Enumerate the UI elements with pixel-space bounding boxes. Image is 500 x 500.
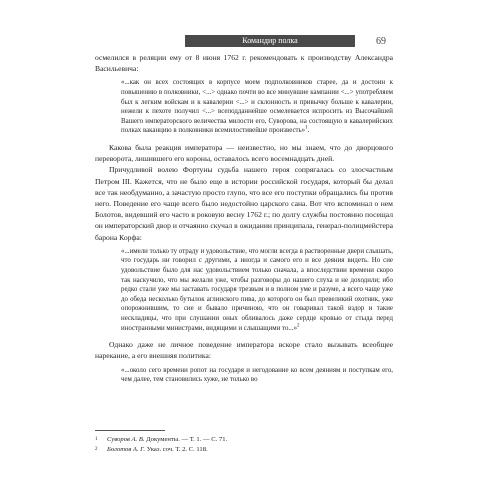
footnote <box>95 435 393 445</box>
footnote-text: Документы. — Т. 1. — С. 71. <box>144 436 228 443</box>
footnote-number: 1 <box>95 437 98 442</box>
footnote-author: Суворов А. В. <box>107 436 145 443</box>
block-quote: «...около сего времени ропот на государя и негодование ко всем деяниям и поступкам его, чем далее, тем становились хуже, не только во <box>121 366 393 384</box>
paragraph: осмелился в реляции ему от 8 июня 1762 г. рекомендовать к производству Александра Васильевича: <box>95 53 393 74</box>
quote-text: «...имели только ту отраду и удовольствие, что могли всегда в растворенные двери слышать, что государь ни говорил с другими, а иногда и самого его и все деяния видеть. Но сие удовольствие было для нас удовольствием только сначала, а впоследствии времени скоро так наскучило, что мы желали уже, чтобы разговоры до нашего слуха и не доходили; ибо редко стали уже мы заставать государя трезвым и в полном уме и разуме, а всего чаще уже до обеда несколько бутылок аглинского пива, до которого он был превеликий охотник, уже опорожнившим, то сие и бывало причиною, что он говаривал такой вздор и такие нескладицы, что при слушании оных обливалось даже сердце кровью от стыда перед иностранными министрами, видящими и слышащими то...» <box>121 247 393 332</box>
quote-text: «...как он всех состоящих в корпусе моем подполковников старее, да и достоин к повышению в полковники, <...> однако почти во все минувшие кампании <...> употребляем был к легким войскам и к кавалерии <...> и склонность и привычку больше к кавалерии, нежели к пехоте получил <...> всеподданнейше осмелевается испросить из Высочайшей Вашего императорского величества милости его, Суворова, на состоящую в кавалерийских полках ваканцию в полковники всемилостивейше произвесть» <box>121 79 393 135</box>
paragraph: Какова была реакция императора — неизвестно, но мы знаем, что до дворцового переворота, лишившего его короны, оставалось всего восемнадцать дней. <box>95 142 393 164</box>
running-header <box>185 35 355 47</box>
footnote-ref: 2 <box>297 323 300 329</box>
block-quote <box>121 247 393 333</box>
footnote <box>95 445 393 455</box>
footnotes <box>95 430 393 455</box>
running-title: Командир полка <box>242 36 298 45</box>
footnote-ref: 1 <box>305 126 308 132</box>
footnote-rule <box>95 430 165 431</box>
footnote-author: Болотов А. Г. <box>107 446 146 453</box>
page-number: 69 <box>376 36 386 47</box>
paragraph: Однако даже не личное поведение императора вскоре стало вызывать всеобщее нарекание, а его внешняя политика: <box>95 340 393 361</box>
page-body <box>95 52 393 391</box>
paragraph: Причудливой волею Фортуны судьба нашего героя сопрягалась со злосчастным Петром III. Кажется, что не было еще в истории российской государя, который бы делал все так необдуманно, а зачастую просто глупо, что все его поступки обращались бы против него. Поведение его чаще всего было недостойно царского сана. Вот что вспоминал о нем Болотов, видевший его часто в роковую весну 1762 г.; по долгу службы постоянно посещал он императорский двор и отчаянно скучал в ожидании принципала, генерал-полицмейстера барона Корфа: <box>95 165 393 242</box>
footnote-text: Указ. соч. Т. 2. С. 118. <box>145 446 208 453</box>
block-quote: «...как он всех состоящих в корпусе моем подполковников старее, да и достоин к повышению в полковники, <...> однако почти во все минувшие кампании <...> употребляем был к легким войскам и к кавалерии <...> и склонность и привычку больше к кавалерии, нежели к пехоте получил <...> всеподданнейше осмелевается испросить из Высочайшей Вашего императорского величества милости его, Суворова, на состоящую в кавалерийских полках ваканцию в полковники всемилостивейше произвесть»$^1$. <box>121 79 393 135</box>
footnote-number: 2 <box>95 447 98 452</box>
